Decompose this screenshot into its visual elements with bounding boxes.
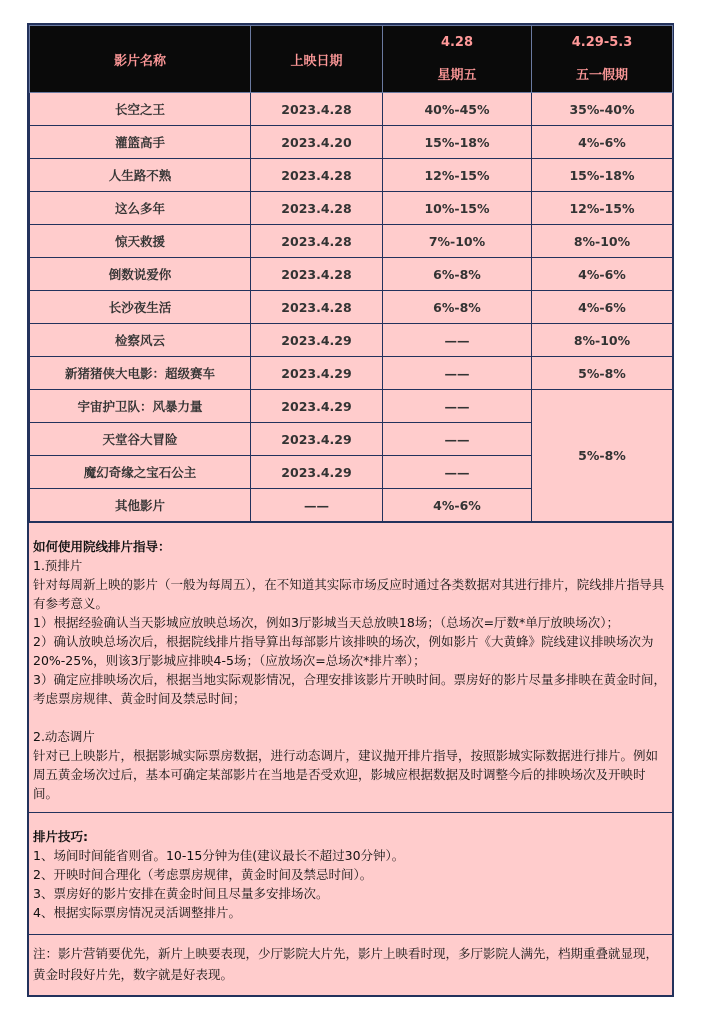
tip-item: 4、根据实际票房情况灵活调整排片。 bbox=[33, 905, 241, 920]
table-row bbox=[30, 93, 673, 126]
schedule-table bbox=[29, 25, 673, 522]
rate-holiday: 8%-10% bbox=[532, 324, 673, 357]
guide-title: 如何使用院线排片指导： bbox=[33, 539, 171, 554]
rate-holiday-merged: 5%-8% bbox=[532, 390, 673, 522]
film-name: 倒数说爱你 bbox=[30, 258, 251, 291]
header-428 bbox=[383, 26, 532, 93]
table-row bbox=[30, 291, 673, 324]
film-name: 灌篮高手 bbox=[30, 126, 251, 159]
header-428-weekday: 星期五 bbox=[437, 68, 477, 83]
guide-section1-point3: 3）确定应排映场次后，根据当地实际观影情况，合理安排该影片开映时间。票房好的影片尽量多排映在黄金时间，考虑票房规律、黄金时间及禁忌时间； bbox=[33, 672, 666, 706]
release-date: 2023.4.28 bbox=[251, 225, 383, 258]
guide-section1-title: 1.预排片 bbox=[33, 558, 83, 573]
guide-section2-title: 2.动态调片 bbox=[33, 729, 95, 744]
header-holiday-label: 五一假期 bbox=[575, 68, 628, 83]
tip-item: 2、开映时间合理化（考虑票房规律，黄金时间及禁忌时间）。 bbox=[33, 867, 373, 882]
rate-428: —— bbox=[383, 324, 532, 357]
tip-item: 3、票房好的影片安排在黄金时间且尽量多安排场次。 bbox=[33, 886, 329, 901]
film-name: 惊天救援 bbox=[30, 225, 251, 258]
rate-428: 15%-18% bbox=[383, 126, 532, 159]
rate-428: 12%-15% bbox=[383, 159, 532, 192]
scheduling-tips bbox=[29, 812, 672, 934]
rate-428: 40%-45% bbox=[383, 93, 532, 126]
tips-title: 排片技巧: bbox=[33, 829, 88, 844]
rate-428: 4%-6% bbox=[383, 489, 532, 522]
rate-428: —— bbox=[383, 423, 532, 456]
rate-holiday: 4%-6% bbox=[532, 126, 673, 159]
film-name: 新猪猪侠大电影：超级赛车 bbox=[30, 357, 251, 390]
film-name: 这么多年 bbox=[30, 192, 251, 225]
header-holiday bbox=[532, 26, 673, 93]
film-name: 宇宙护卫队：风暴力量 bbox=[30, 390, 251, 423]
rate-428: 7%-10% bbox=[383, 225, 532, 258]
rate-holiday: 12%-15% bbox=[532, 192, 673, 225]
release-date: 2023.4.29 bbox=[251, 324, 383, 357]
release-date: 2023.4.28 bbox=[251, 192, 383, 225]
guide-section1-point1: 1）根据经验确认当天影城应放映总场次，例如3厅影城当天总放映18场；（总场次=厅数*单厅放映场次）； bbox=[33, 615, 620, 630]
usage-guide bbox=[29, 522, 672, 812]
header-film-name: 影片名称 bbox=[30, 26, 251, 93]
release-date: 2023.4.28 bbox=[251, 159, 383, 192]
rate-holiday: 4%-6% bbox=[532, 258, 673, 291]
rate-428: —— bbox=[383, 456, 532, 489]
table-row bbox=[30, 192, 673, 225]
film-name: 其他影片 bbox=[30, 489, 251, 522]
release-date: 2023.4.20 bbox=[251, 126, 383, 159]
rate-holiday: 8%-10% bbox=[532, 225, 673, 258]
rate-428: 6%-8% bbox=[383, 291, 532, 324]
film-name: 魔幻奇缘之宝石公主 bbox=[30, 456, 251, 489]
table-row bbox=[30, 225, 673, 258]
film-name: 天堂谷大冒险 bbox=[30, 423, 251, 456]
film-name: 检察风云 bbox=[30, 324, 251, 357]
table-row bbox=[30, 390, 673, 423]
table-row bbox=[30, 258, 673, 291]
rate-428: 6%-8% bbox=[383, 258, 532, 291]
tip-item: 1、场间时间能省则省。10-15分钟为佳(建议最长不超过30分钟）。 bbox=[33, 848, 405, 863]
rate-428: —— bbox=[383, 390, 532, 423]
release-date: 2023.4.28 bbox=[251, 258, 383, 291]
release-date: 2023.4.29 bbox=[251, 456, 383, 489]
header-holiday-dates: 4.29-5.3 bbox=[571, 35, 633, 50]
rate-428: —— bbox=[383, 357, 532, 390]
rate-428: 10%-15% bbox=[383, 192, 532, 225]
film-name: 长沙夜生活 bbox=[30, 291, 251, 324]
footnote bbox=[29, 934, 672, 995]
release-date: 2023.4.29 bbox=[251, 357, 383, 390]
rate-holiday: 5%-8% bbox=[532, 357, 673, 390]
guide-section1-point2: 2）确认放映总场次后，根据院线排片指导算出每部影片该排映的场次，例如影片《大黄蜂》院线建议排映场次为20%-25%，则该3厅影城应排映4-5场；（应放场次=总场次*排片率）； bbox=[33, 634, 654, 668]
table-row bbox=[30, 159, 673, 192]
release-date: 2023.4.28 bbox=[251, 93, 383, 126]
rate-holiday: 35%-40% bbox=[532, 93, 673, 126]
rate-holiday: 15%-18% bbox=[532, 159, 673, 192]
release-date: 2023.4.28 bbox=[251, 291, 383, 324]
release-date: 2023.4.29 bbox=[251, 390, 383, 423]
footnote-text: 注：影片营销要优先，新片上映要表现，少厅影院大片先，影片上映看时现，多厅影院人满先，档期重叠就显现，黄金时段好片先，数字就是好表现。 bbox=[33, 946, 659, 982]
table-row bbox=[30, 357, 673, 390]
table-row bbox=[30, 324, 673, 357]
header-428-date: 4.28 bbox=[440, 35, 474, 50]
film-name: 长空之王 bbox=[30, 93, 251, 126]
rate-holiday: 4%-6% bbox=[532, 291, 673, 324]
guide-section2-text: 针对已上映影片，根据影城实际票房数据，进行动态调片，建议抛开排片指导，按照影城实际数据进行排片。例如周五黄金场次过后，基本可确定某部影片在当地是否受欢迎，影城应根据数据及时调整今后的排映场次及开映时间。 bbox=[33, 748, 659, 801]
header-release-date: 上映日期 bbox=[251, 26, 383, 93]
release-date: —— bbox=[251, 489, 383, 522]
guide-section1-intro: 针对每周新上映的影片（一般为每周五），在不知道其实际市场反应时通过各类数据对其进行排片，院线排片指导具有参考意义。 bbox=[33, 577, 665, 611]
release-date: 2023.4.29 bbox=[251, 423, 383, 456]
film-name: 人生路不熟 bbox=[30, 159, 251, 192]
schedule-panel bbox=[27, 23, 674, 997]
table-row bbox=[30, 126, 673, 159]
